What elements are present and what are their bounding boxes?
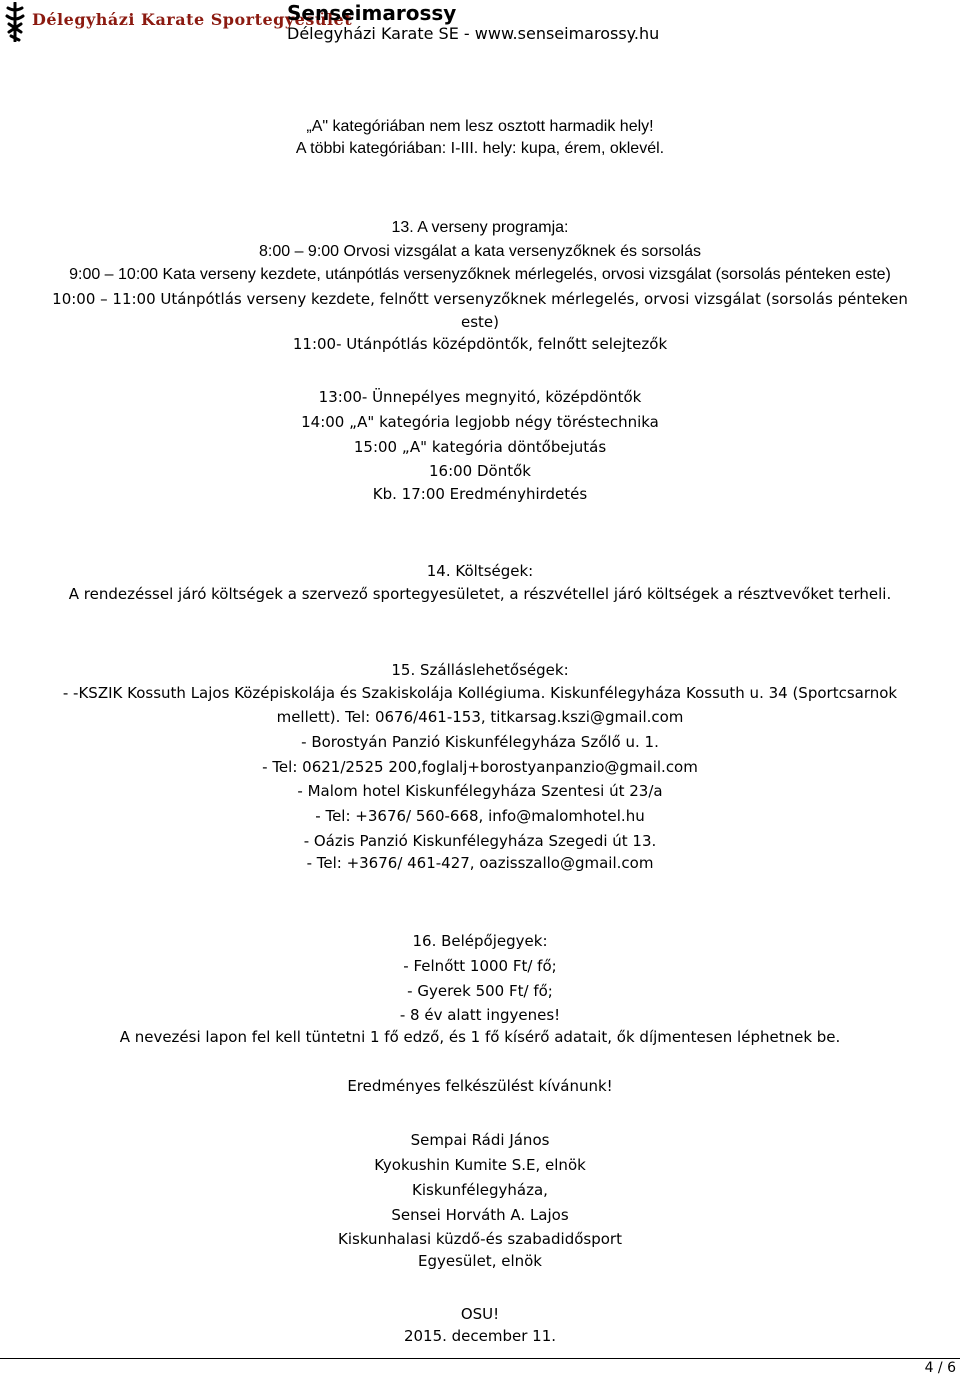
accommodation-item: - Tel: +3676/ 461-427, oazisszallo@gmail.com <box>306 854 654 872</box>
section-heading: 14. Költségek: <box>426 562 534 580</box>
schedule-item: 10:00 – 11:00 Utánpótlás verseny kezdete, felnőtt versenyzőknek mérlegelés, orvosi vizsgálat (sorsolás pénteken <box>52 290 908 308</box>
text-line: Eredményes felkészülést kívánunk! <box>347 1077 613 1095</box>
ticket-item: - Felnőtt 1000 Ft/ fő; <box>403 957 557 975</box>
accommodation-item: - -KSZIK Kossuth Lajos Középiskolája és Szakiskolája Kollégiuma. Kiskunfélegyháza Kossuth u. 34 (Sportcsarnok <box>62 684 898 702</box>
signature-line: Egyesület, elnök <box>417 1252 542 1270</box>
page-header <box>0 0 960 48</box>
schedule-item: este) <box>460 313 499 331</box>
schedule-item: 11:00- Utánpótlás középdöntők, felnőtt selejtezők <box>292 335 668 353</box>
accommodation-item: mellett). Tel: 0676/461-153, titkarsag.kszi@gmail.com <box>276 708 684 726</box>
ticket-item: - 8 év alatt ingyenes! <box>399 1006 561 1024</box>
schedule-item: 9:00 – 10:00 Kata verseny kezdete, utánpótlás versenyzőknek mérlegelés, orvosi vizsgálat (sorsolás pénteken este) <box>69 266 891 283</box>
section-heading: 16. Belépőjegyek: <box>412 932 548 950</box>
date-line: 2015. december 11. <box>403 1327 557 1345</box>
closing-line: OSU! <box>460 1305 500 1323</box>
accommodation-item: - Tel: 0621/2525 200,foglalj+borostyanpanzio@gmail.com <box>262 758 698 776</box>
section-heading: 13. A verseny programja: <box>391 219 569 236</box>
schedule-item: Kb. 17:00 Eredményhirdetés <box>372 485 588 503</box>
signature-line: Kiskunfélegyháza, <box>412 1181 548 1199</box>
schedule-item: 13:00- Ünnepélyes megnyitó, középdöntők <box>318 388 642 406</box>
schedule-item: 14:00 „A" kategória legjobb négy töréstechnika <box>301 413 659 431</box>
site-title: Senseimarossy <box>287 1 457 25</box>
accommodation-item: - Borostyán Panzió Kiskunfélegyháza Szőlő u. 1. <box>301 733 659 751</box>
signature-line: Kyokushin Kumite S.E, elnök <box>374 1156 586 1174</box>
signature-line: Sensei Horváth A. Lajos <box>391 1206 569 1224</box>
club-logo-text: Délegyházi Karate Sportegyesület <box>32 10 353 29</box>
text-line: „A" kategóriában nem lesz osztott harmadik hely! <box>306 118 654 135</box>
page-number: 4 / 6 <box>924 1360 956 1376</box>
accommodation-item: - Malom hotel Kiskunfélegyháza Szentesi út 23/a <box>297 782 663 800</box>
accommodation-item: - Tel: +3676/ 560-668, info@malomhotel.hu <box>315 807 645 825</box>
schedule-item: 8:00 – 9:00 Orvosi vizsgálat a kata versenyzőknek és sorsolás <box>259 243 701 260</box>
schedule-item: 15:00 „A" kategória döntőbejutás <box>353 438 607 456</box>
site-subtitle: Délegyházi Karate SE - www.senseimarossy.hu <box>287 24 660 43</box>
ticket-item: - Gyerek 500 Ft/ fő; <box>407 982 553 1000</box>
accommodation-item: - Oázis Panzió Kiskunfélegyháza Szegedi út 13. <box>303 832 657 850</box>
karate-emblem-icon <box>4 2 26 42</box>
signature-line: Sempai Rádi János <box>410 1131 550 1149</box>
text-line: A többi kategóriában: I-III. hely: kupa, érem, oklevél. <box>295 140 665 157</box>
schedule-item: 16:00 Döntők <box>429 462 531 480</box>
footer-divider <box>0 1358 960 1359</box>
text-line: A nevezési lapon fel kell tüntetni 1 fő edző, és 1 fő kísérő adatait, ők díjmentesen léphetnek be. <box>119 1028 841 1046</box>
section-heading: 15. Szálláslehetőségek: <box>391 661 569 679</box>
text-line: A rendezéssel járó költségek a szervező sportegyesületet, a részvétellel járó költségek a résztvevőket terheli. <box>68 585 892 603</box>
signature-line: Kiskunhalasi küzdő-és szabadidősport <box>338 1230 622 1248</box>
